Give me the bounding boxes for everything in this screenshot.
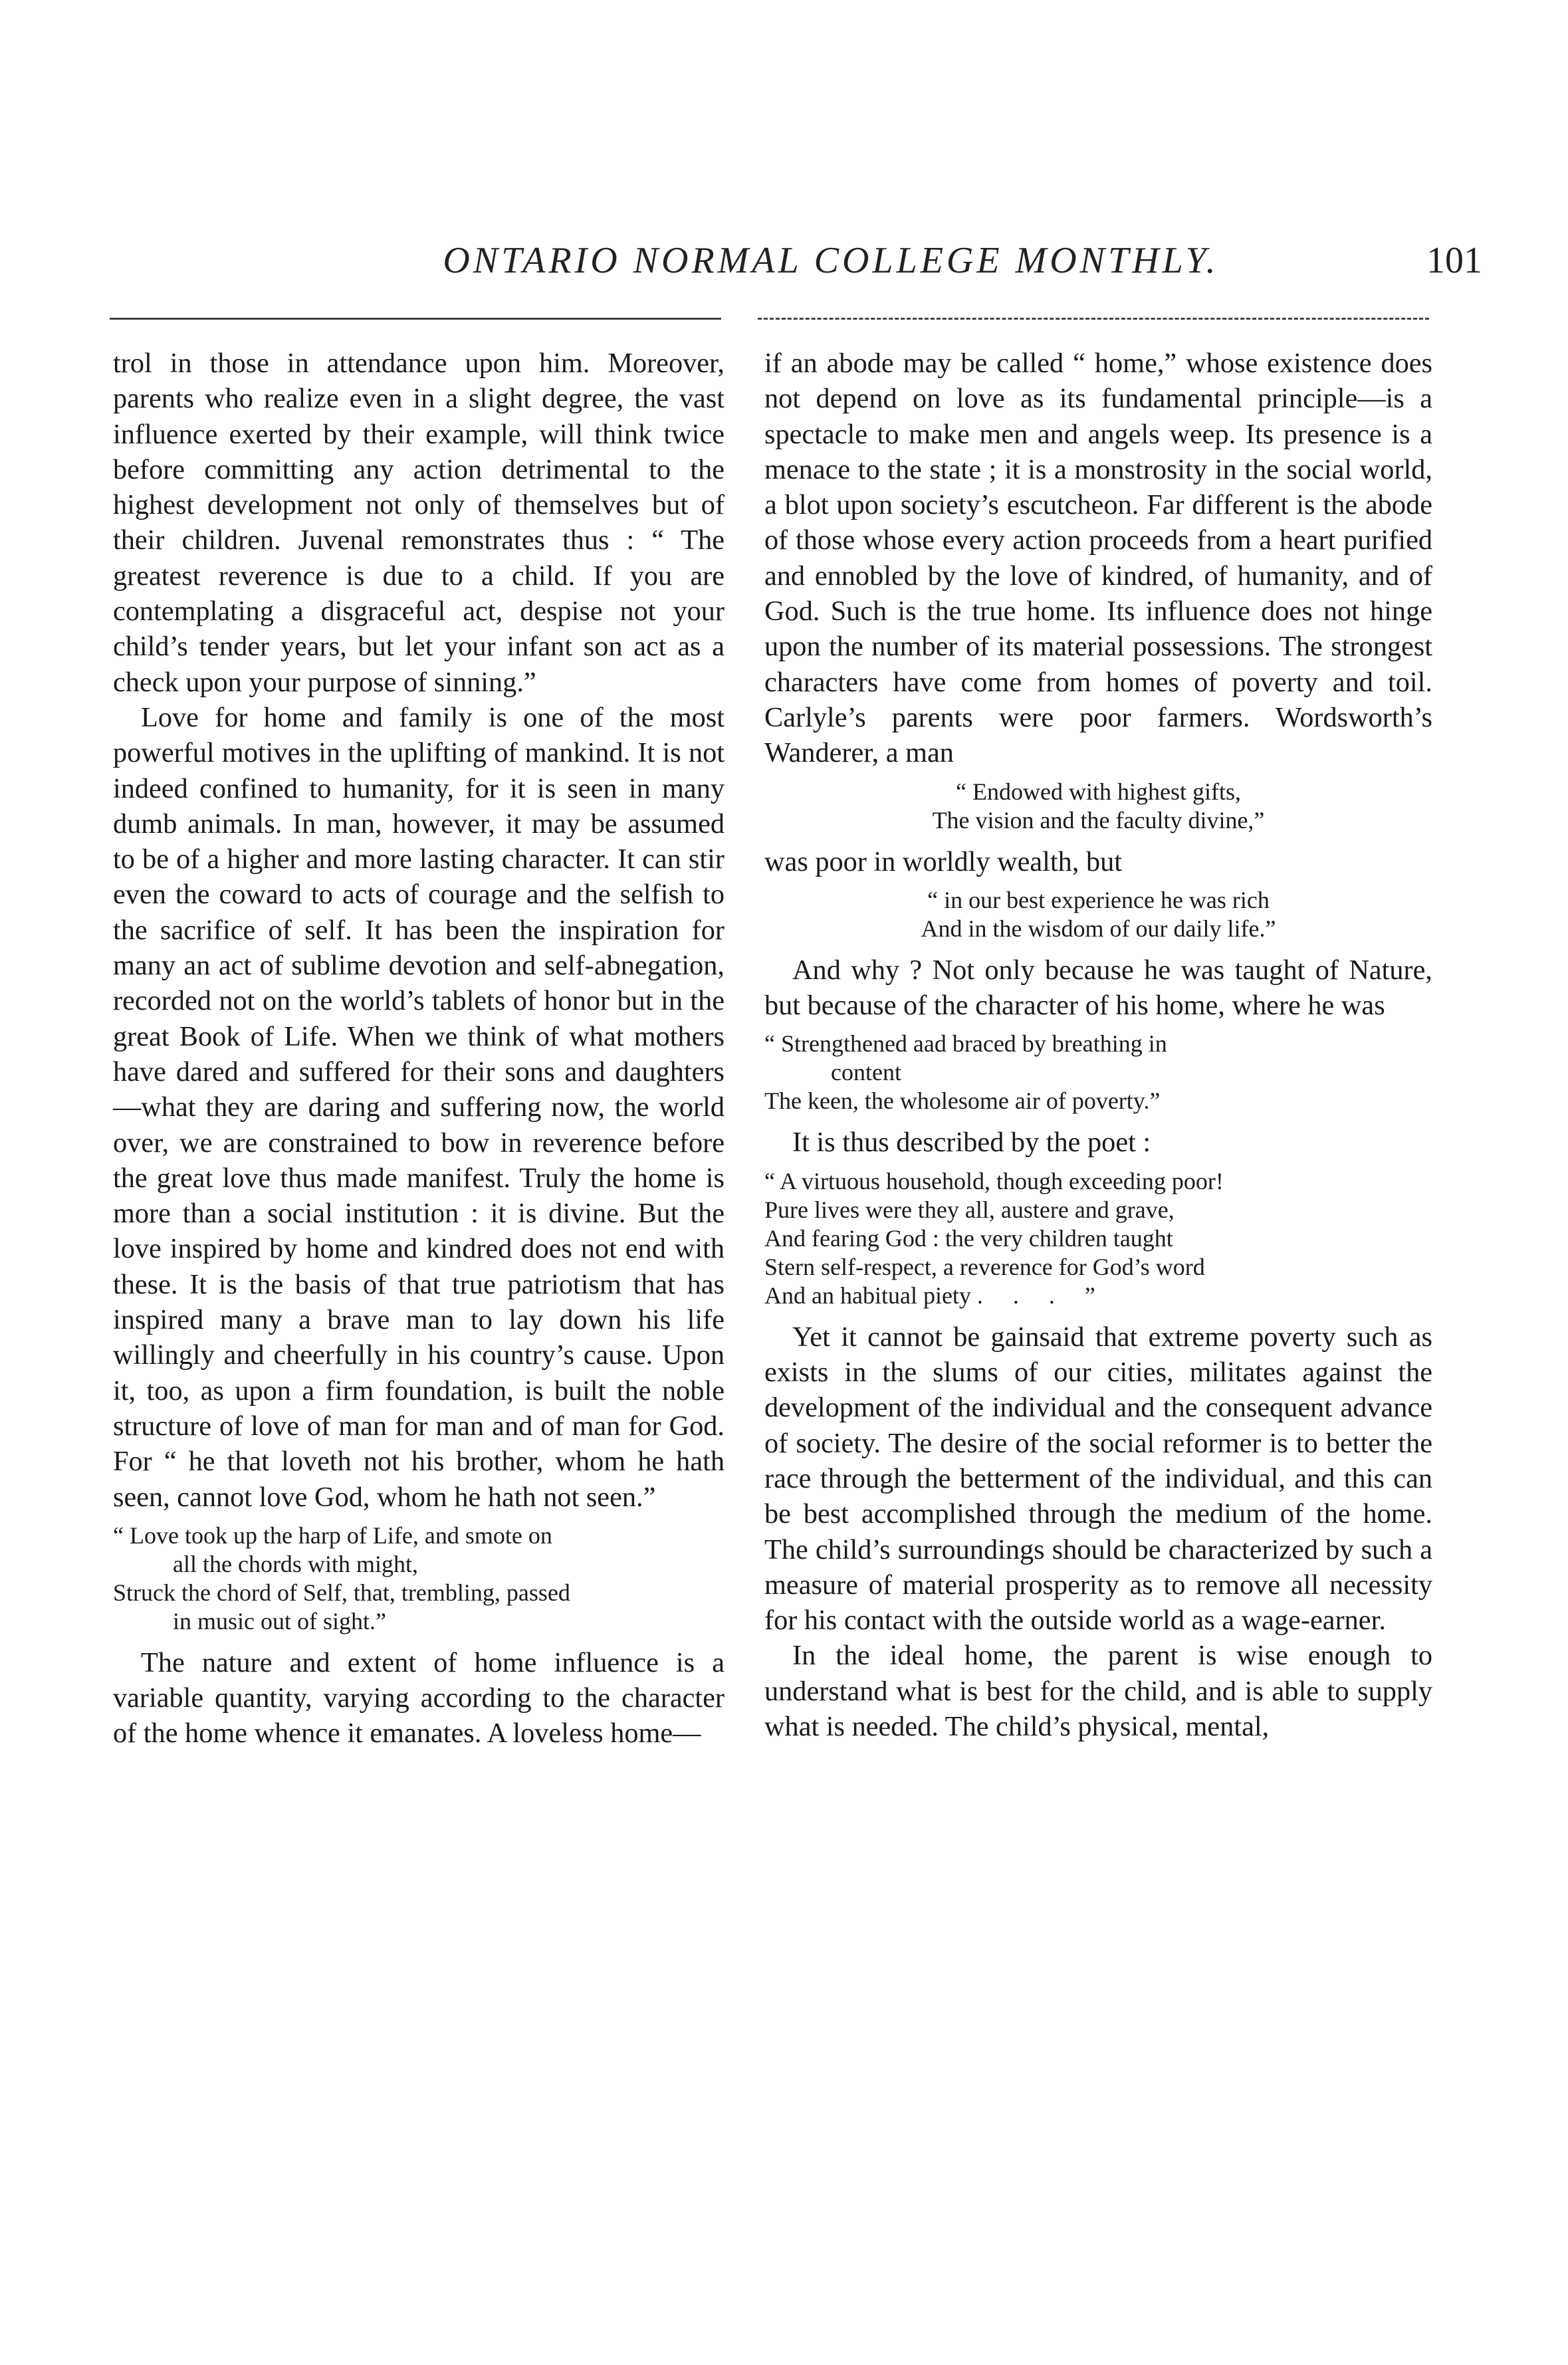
verse-line: “ Endowed with highest gifts, xyxy=(956,778,1241,805)
paragraph: Yet it cannot be gainsaid that extreme poverty such as exists in the slums of our cities, militates against the development of the individual and the consequent advance of society. The desire of the social reformer is to better the race through the betterment of the individual, and this can be best accomplished through the medium of the home. The child’s surroundings should be characterized by such a measure of material prosperity as to remove all necessity for his contact with the outside world as a wage-earner. xyxy=(764,1321,1432,1636)
verse-line: And fearing God : the very children taught xyxy=(764,1224,1173,1252)
paragraph: trol in those in attendance upon him. Moreover, parents who realize even in a slight degree, the vast influence exerted by their example, will think twice before committing any action detrimental to the highest development not only of themselves but of their children. Juvenal remonstrates thus : “ The greatest reverence is due to a child. If you are contemplating a disgraceful act, despise not your child’s tender years, but let your infant son act as a check upon your purpose of sinning.” xyxy=(113,348,725,698)
verse-line: The vision and the faculty divine,” xyxy=(932,806,1265,834)
verse-quote xyxy=(113,1521,725,1636)
verse-line: “ in our best experience he was rich xyxy=(927,886,1270,913)
paragraph: And why ? Not only because he was taught of Nature, but because of the character of his home, where he was xyxy=(764,954,1432,1022)
verse-line: “ Strengthened aad braced by breathing in xyxy=(764,1030,1167,1058)
verse-line: all the chords with might, xyxy=(173,1550,418,1577)
verse-line: “ Love took up the harp of Life, and smote on xyxy=(113,1521,552,1549)
paragraph: if an abode may be called “ home,” whose existence does not depend on love as its fundamental principle—is a spectacle to make men and angels weep. Its presence is a menace to the state ; it is a monstrosity in the social world, a blot upon society’s escutcheon. Far different is the abode of those whose every action proceeds from a heart purified and ennobled by the love of kindred, of humanity, and of God. Such is the true home. Its influence does not hinge upon the number of its material possessions. The strongest characters have come from homes of poverty and toil. Carlyle’s parents were poor farmers. Wordsworth’s Wanderer, a man xyxy=(764,348,1432,769)
verse-line: Stern self-respect, a reverence for God’s word xyxy=(764,1253,1205,1280)
paragraph: Love for home and family is one of the most powerful motives in the uplifting of mankind. It is not indeed confined to humanity, for it is seen in many dumb animals. In man, however, it may be assumed to be of a higher and more lasting character. It can stir even the coward to acts of courage and the selfish to the sacrifice of self. It has been the inspiration for many an act of sublime devotion and self-abnegation, recorded not on the world’s tablets of honor but in the great Book of Life. When we think of what mothers have dared and suffered for their sons and daughters—what they are daring and suffering now, the world over, we are constrained to bow in reverence before the great love thus made manifest. Truly the home is more than a social institution : it is divine. But the love inspired by home and kindred does not end with these. It is the basis of that true patriotism that has inspired many a brave man to lay down his life willingly and cheerfully in his country’s cause. Upon it, too, as upon a firm foundation, is built the noble structure of love of man for man and of man for God. For “ he that loveth not his brother, whom he hath seen, cannot love God, whom he hath not seen.” xyxy=(113,701,725,1513)
right-column xyxy=(764,346,1432,1744)
header-rule-right xyxy=(758,318,1429,320)
verse-line: And in the wisdom of our daily life.” xyxy=(921,915,1276,942)
page-number: 101 xyxy=(1426,240,1482,281)
verse-line: in music out of sight.” xyxy=(173,1607,386,1634)
header-rule-left xyxy=(110,318,721,320)
verse-line: Pure lives were they all, austere and grave, xyxy=(764,1196,1175,1223)
paragraph: was poor in worldly wealth, but xyxy=(764,845,1123,877)
verse-line: content xyxy=(831,1059,901,1086)
verse-quote xyxy=(764,886,1432,943)
verse-line: The keen, the wholesome air of poverty.” xyxy=(764,1087,1161,1115)
verse-line: Struck the chord of Self, that, trembling, passed xyxy=(113,1579,570,1606)
verse-line: “ A virtuous household, though exceeding poor! xyxy=(764,1167,1224,1194)
paragraph: The nature and extent of home influence is a variable quantity, varying according to the character of the home whence it emanates. A loveless home— xyxy=(113,1646,725,1749)
paragraph: It is thus described by the poet : xyxy=(792,1127,1151,1159)
running-title: ONTARIO NORMAL COLLEGE MONTHLY. xyxy=(443,240,1219,281)
verse-quote xyxy=(764,1167,1432,1310)
verse-line: And an habitual piety . . . ” xyxy=(764,1282,1095,1309)
verse-quote xyxy=(764,1030,1432,1115)
verse-quote xyxy=(764,778,1432,835)
paragraph: In the ideal home, the parent is wise enough to understand what is best for the child, and is able to supply what is needed. The child’s physical, mental, xyxy=(764,1640,1432,1743)
left-column xyxy=(113,346,725,1751)
